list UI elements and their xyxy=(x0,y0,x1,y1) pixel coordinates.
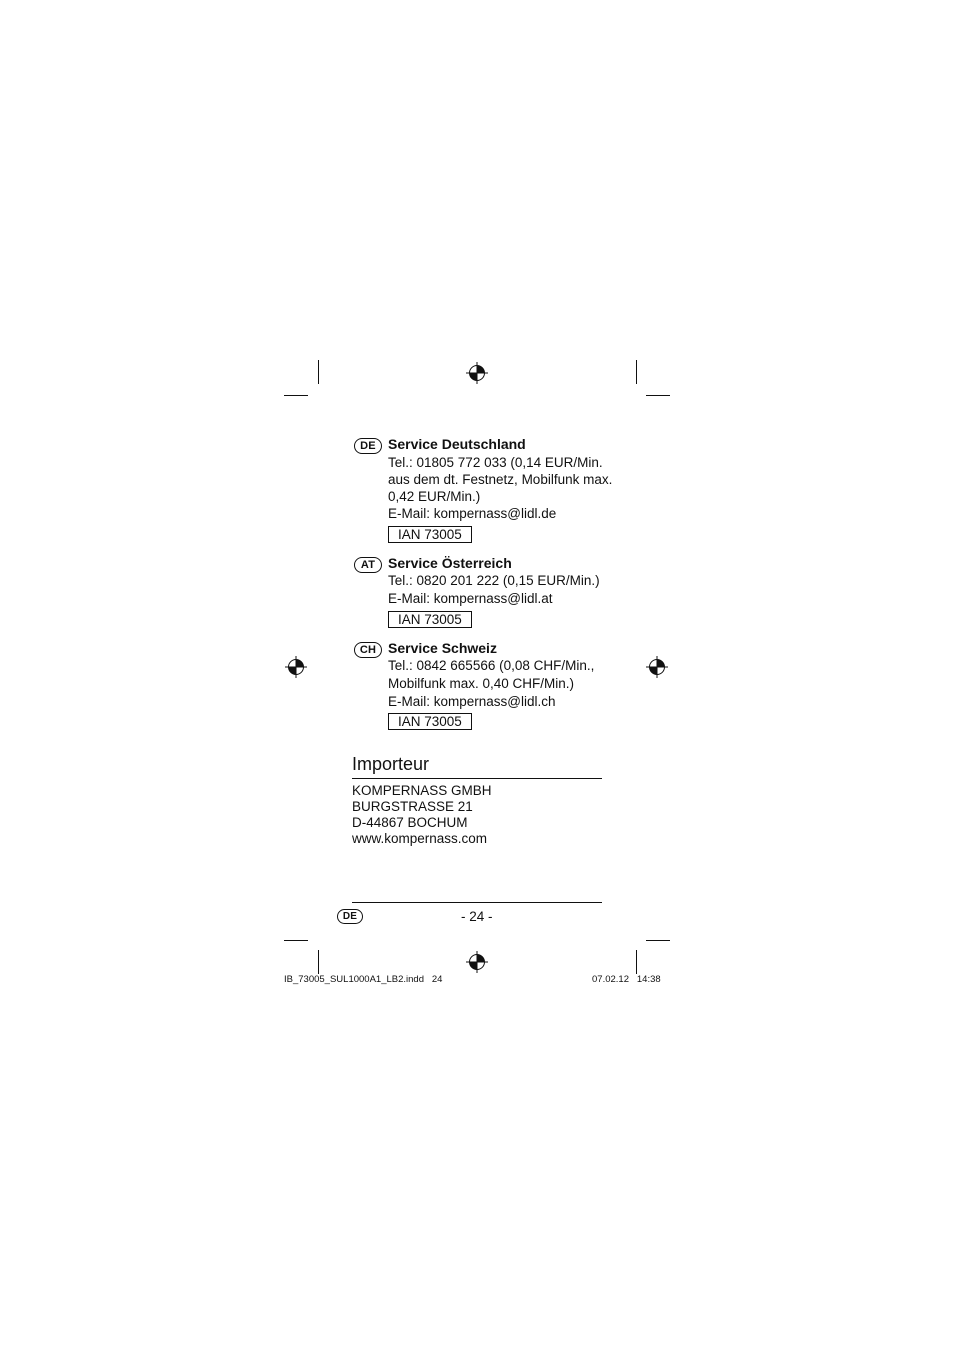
service-line: aus dem dt. Festnetz, Mobilfunk max. xyxy=(388,472,613,487)
crop-mark xyxy=(646,395,670,396)
country-badge-ch: CH xyxy=(354,642,382,658)
ian-box: IAN 73005 xyxy=(388,713,472,730)
service-email: E-Mail: kompernass@lidl.at xyxy=(388,591,553,606)
service-email: E-Mail: kompernass@lidl.de xyxy=(388,506,557,521)
service-line: Tel.: 0842 665566 (0,08 CHF/Min., xyxy=(388,658,595,673)
importer-line: D-44867 BOCHUM xyxy=(352,815,468,830)
importer-website: www.kompernass.com xyxy=(352,831,488,846)
registration-mark-icon xyxy=(646,656,668,678)
footer-rule xyxy=(352,902,602,903)
crop-mark xyxy=(636,360,637,384)
footer-country-badge: DE xyxy=(337,909,363,924)
service-line: Mobilfunk max. 0,40 CHF/Min.) xyxy=(388,676,575,691)
service-title-de: Service Deutschland xyxy=(388,436,526,452)
crop-mark xyxy=(636,950,637,974)
crop-mark xyxy=(318,360,319,384)
service-line: Tel.: 01805 772 033 (0,14 EUR/Min. xyxy=(388,455,603,470)
registration-mark-icon xyxy=(285,656,307,678)
slug-filename: IB_73005_SUL1000A1_LB2.indd 24 xyxy=(284,974,443,985)
ian-box: IAN 73005 xyxy=(388,611,472,628)
page-number: - 24 - xyxy=(461,909,493,924)
importer-line: KOMPERNASS GMBH xyxy=(352,783,492,798)
registration-mark-icon xyxy=(466,362,488,384)
country-badge-de: DE xyxy=(354,438,382,454)
importer-rule xyxy=(352,778,602,779)
importer-line: BURGSTRASSE 21 xyxy=(352,799,473,814)
service-title-ch: Service Schweiz xyxy=(388,640,497,656)
ian-box: IAN 73005 xyxy=(388,526,472,543)
service-title-at: Service Österreich xyxy=(388,555,512,571)
importer-title: Importeur xyxy=(352,754,430,774)
crop-mark xyxy=(318,950,319,974)
registration-mark-icon xyxy=(466,951,488,973)
service-email: E-Mail: kompernass@lidl.ch xyxy=(388,694,556,709)
country-badge-at: AT xyxy=(354,557,382,573)
crop-mark xyxy=(284,940,308,941)
crop-mark xyxy=(646,940,670,941)
slug-date: 07.02.12 14:38 xyxy=(592,974,661,985)
service-line: 0,42 EUR/Min.) xyxy=(388,489,481,504)
service-line: Tel.: 0820 201 222 (0,15 EUR/Min.) xyxy=(388,573,600,588)
crop-mark xyxy=(284,395,308,396)
